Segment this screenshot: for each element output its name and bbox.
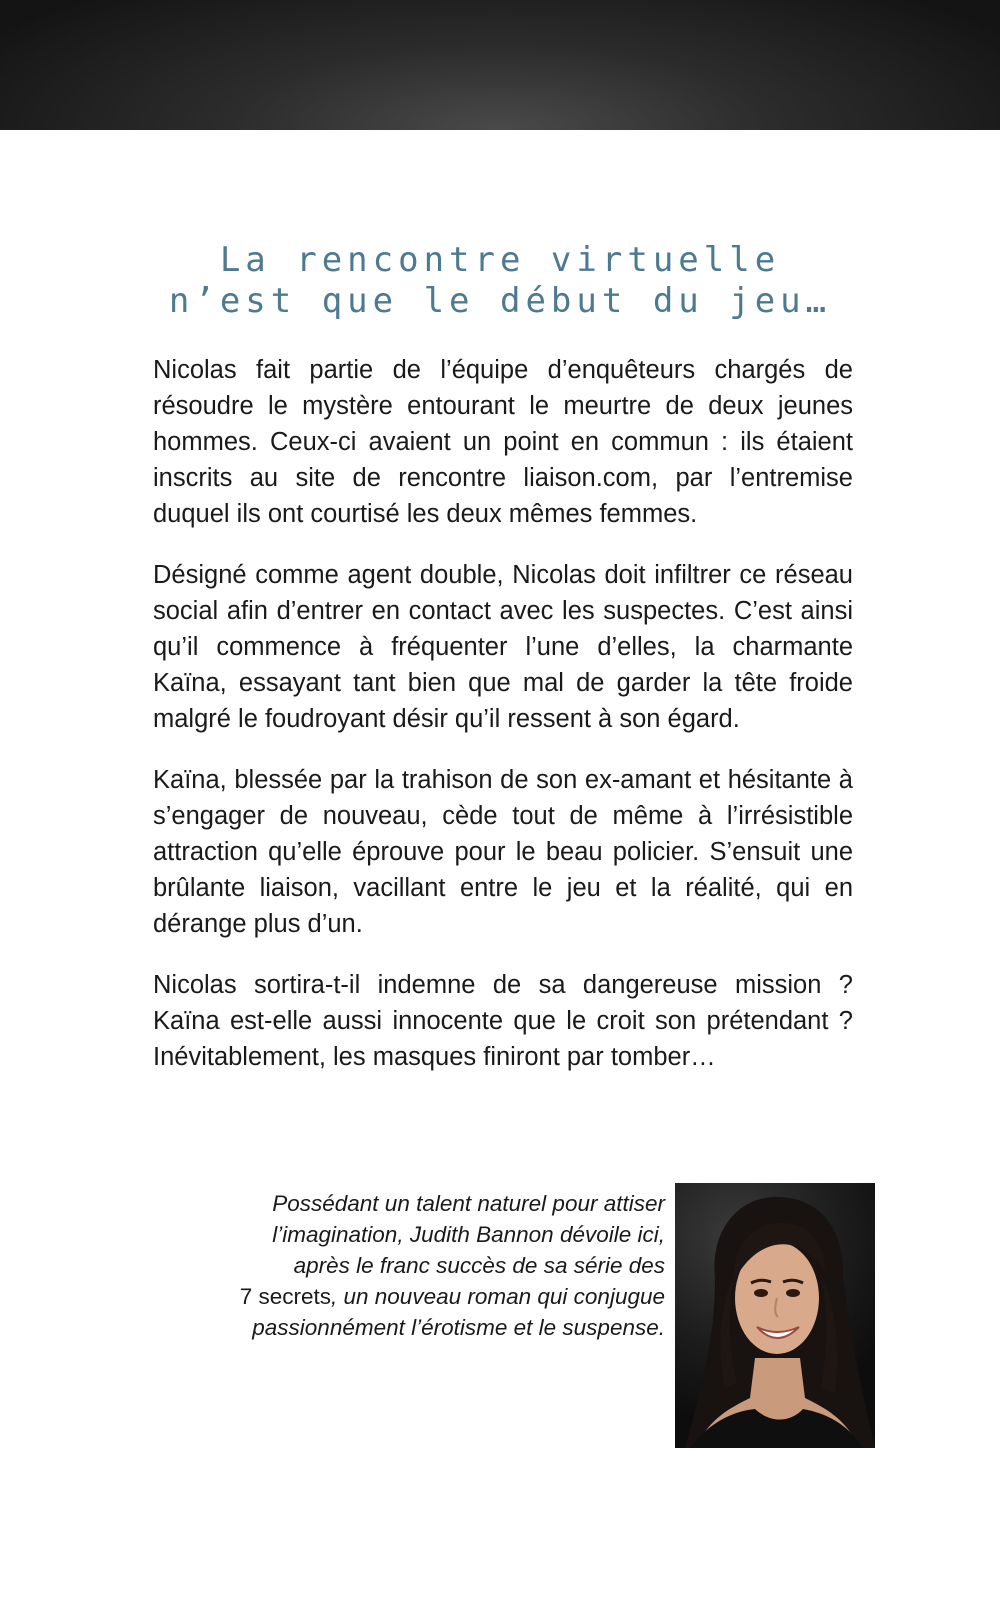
- author-photo: [675, 1183, 875, 1448]
- author-blurb-line-2: l’imagination, Judith Bannon dévoile ici,: [272, 1222, 665, 1247]
- synopsis-paragraph-4: Nicolas sortira-t-il indemne de sa dangereuse mission ? Kaïna est-elle aussi innocente que le croit son prétendant ? Inévitablement, les masques finiront par tomber…: [153, 971, 853, 1071]
- author-blurb-line-5: passionnément l’érotisme et le suspense.: [252, 1315, 665, 1340]
- author-portrait-icon: [675, 1183, 875, 1448]
- author-blurb-line-1: Possédant un talent naturel pour attiser: [272, 1191, 665, 1216]
- synopsis-paragraph-3: Kaïna, blessée par la trahison de son ex-amant et hésitante à s’engager de nouveau, cède tout de même à l’irrésistible attraction qu’elle éprouve pour le beau policier. S’ensuit une brûlante liaison, vacillant entre le jeu et la réalité, qui en dérange plus d’un.: [153, 766, 853, 938]
- author-blurb: [160, 1188, 665, 1343]
- headline-line-1: La rencontre virtuelle: [219, 240, 781, 280]
- synopsis-paragraph-2: Désigné comme agent double, Nicolas doit infiltrer ce réseau social afin d’entrer en contact avec les suspectes. C’est ainsi qu’il commence à fréquenter l’une d’elles, la charmante Kaïna, essayant tant bien que mal de garder la tête froide malgré le foudroyant désir qu’il ressent à son égard.: [153, 561, 853, 733]
- synopsis: [153, 352, 853, 1100]
- series-title: 7 secrets: [239, 1284, 331, 1309]
- author-blurb-line-3: après le franc succès de sa série des: [293, 1253, 665, 1278]
- top-dark-band: [0, 0, 1000, 130]
- synopsis-paragraph-1: Nicolas fait partie de l’équipe d’enquêteurs chargés de résoudre le mystère entourant le meurtre de deux jeunes hommes. Ceux-ci avaient un point en commun : ils étaient inscrits au site de rencontre liaison.com, par l’entremise duquel ils ont courtisé les deux mêmes femmes.: [153, 356, 853, 528]
- headline: [0, 240, 1000, 322]
- author-blurb-line-4: , un nouveau roman qui conjugue: [331, 1284, 665, 1309]
- headline-line-2: n’est que le début du jeu…: [168, 281, 832, 321]
